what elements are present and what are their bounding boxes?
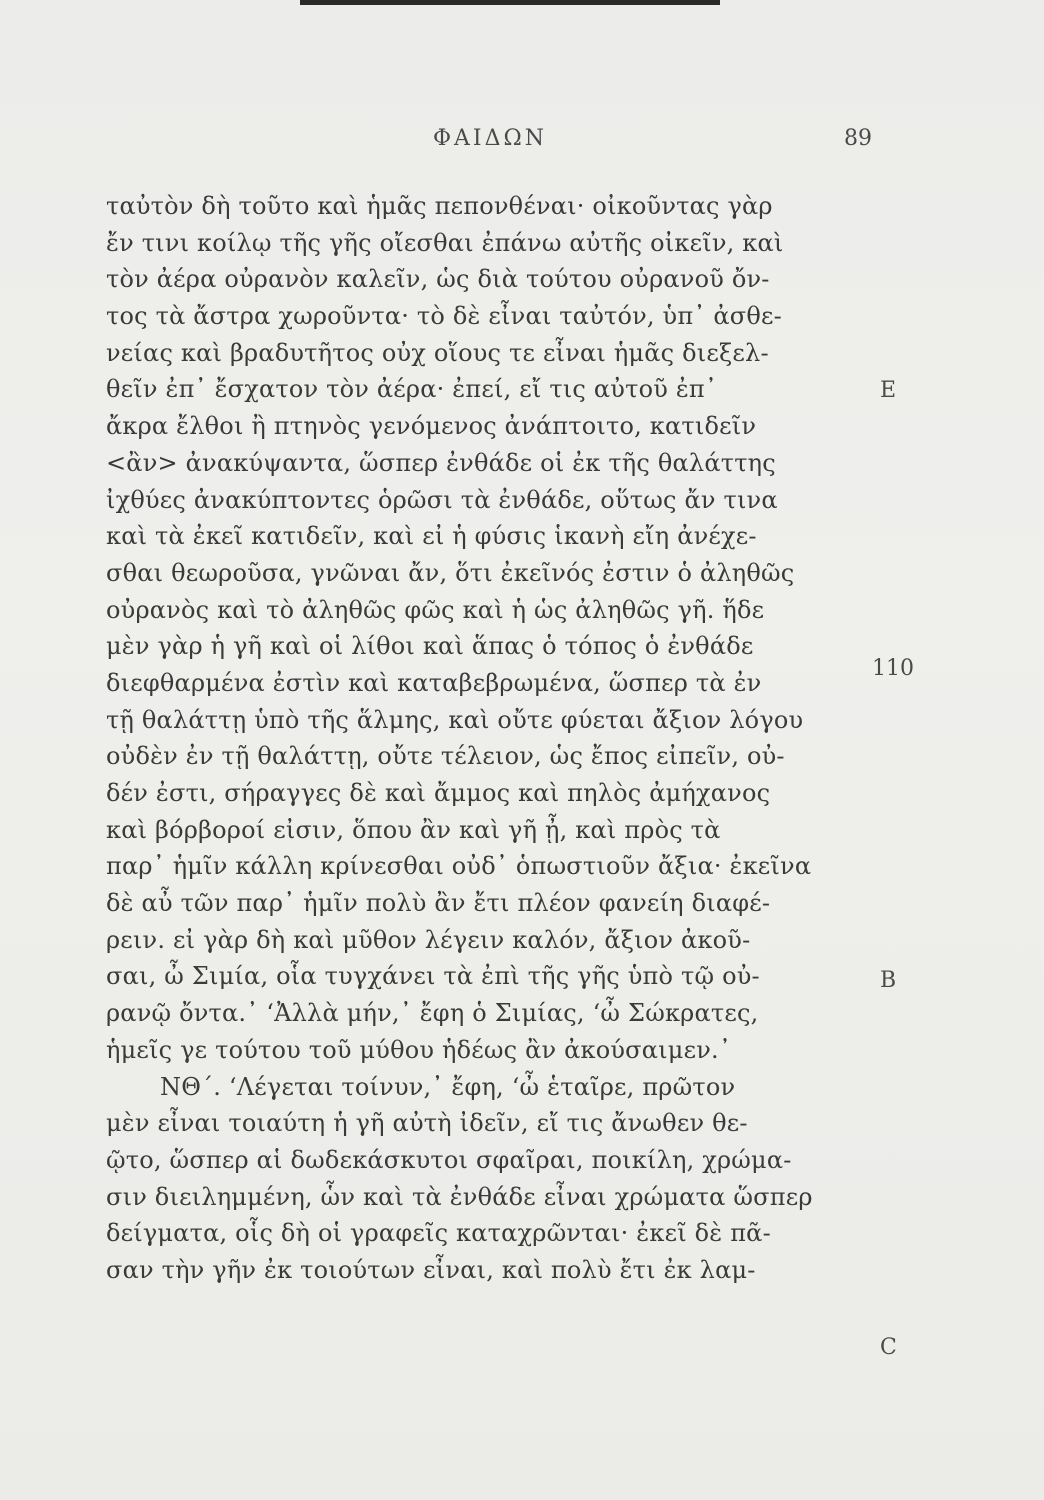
- text-line: τῇ θαλάττῃ ὑπὸ τῆς ἅλμης, καὶ οὔτε φύεται ἄξιον λόγου: [106, 705, 804, 734]
- text-line: <ἂν> ἀνακύψαντα, ὥσπερ ἐνθάδε οἱ ἐκ τῆς θαλάττης: [106, 448, 776, 477]
- running-title: ΦΑΙΔΩΝ: [433, 126, 547, 151]
- text-line: καὶ τὰ ἐκεῖ κατιδεῖν, καὶ εἰ ἡ φύσις ἱκανὴ εἴη ἀνέχε-: [106, 522, 757, 551]
- margin-ref-110: 110: [872, 656, 914, 681]
- margin-ref-e: E: [880, 378, 897, 403]
- text-line: ρειν. εἰ γὰρ δὴ καὶ μῦθον λέγειν καλόν, ἄξιον ἀκοῦ-: [106, 925, 751, 954]
- greek-text-block: [106, 188, 866, 1289]
- text-line: ρανῷ ὄντα.᾽ ‘Ἀλλὰ μήν,᾽ ἔφη ὁ Σιμίας, ‘ὦ Σώκρατες,: [106, 999, 759, 1028]
- text-line: σιν διειλημμένη, ὧν καὶ τὰ ἐνθάδε εἶναι χρώματα ὥσπερ: [106, 1182, 813, 1211]
- text-line: ῷτο, ὥσπερ αἱ δωδεκάσκυτοι σφαῖραι, ποικίλη, χρώμα-: [106, 1145, 792, 1174]
- text-line: διεφθαρμένα ἐστὶν καὶ καταβεβρωμένα, ὥσπερ τὰ ἐν: [106, 668, 762, 697]
- text-line: καὶ βόρβοροί εἰσιν, ὅπου ἂν καὶ γῆ ᾖ, καὶ πρὸς τὰ: [106, 815, 721, 844]
- text-line: σθαι θεωροῦσα, γνῶναι ἄν, ὅτι ἐκεῖνός ἐστιν ὁ ἀληθῶς: [106, 558, 795, 587]
- text-line: νείας καὶ βραδυτῆτος οὐχ οἵους τε εἶναι ἡμᾶς διεξελ-: [106, 338, 769, 367]
- page-top-edge: [300, 0, 720, 5]
- text-line: μὲν γὰρ ἡ γῆ καὶ οἱ λίθοι καὶ ἅπας ὁ τόπος ὁ ἐνθάδε: [106, 632, 754, 661]
- text-line: ἡμεῖς γε τούτου τοῦ μύθου ἡδέως ἂν ἀκούσαιμεν.᾽: [106, 1035, 732, 1064]
- text-line: δέν ἐστι, σήραγγες δὲ καὶ ἄμμος καὶ πηλὸς ἀμήχανος: [106, 779, 771, 807]
- page-header: [0, 126, 1044, 166]
- text-line: οὐρανὸς καὶ τὸ ἀληθῶς φῶς καὶ ἡ ὡς ἀληθῶς γῆ. ἥδε: [106, 595, 765, 624]
- text-line: μὲν εἶναι τοιαύτη ἡ γῆ αὐτὴ ἰδεῖν, εἴ τις ἄνωθεν θε-: [106, 1109, 748, 1138]
- text-line: θεῖν ἐπ᾽ ἔσχατον τὸν ἀέρα· ἐπεί, εἴ τις αὐτοῦ ἐπ᾽: [106, 375, 718, 404]
- text-line: οὐδὲν ἐν τῇ θαλάττῃ, οὔτε τέλειον, ὡς ἔπος εἰπεῖν, οὐ-: [106, 742, 785, 771]
- text-line: σαι, ὦ Σιμία, οἷα τυγχάνει τὰ ἐπὶ τῆς γῆς ὑπὸ τῷ οὐ-: [106, 962, 760, 991]
- text-line: ἰχθύες ἀνακύπτοντες ὁρῶσι τὰ ἐνθάδε, οὕτως ἄν τινα: [106, 485, 778, 514]
- margin-ref-c: C: [880, 1335, 897, 1360]
- text-line: τος τὰ ἄστρα χωροῦντα· τὸ δὲ εἶναι ταὐτόν, ὑπ᾽ ἀσθε-: [106, 302, 782, 331]
- text-line: δείγματα, οἷς δὴ οἱ γραφεῖς καταχρῶνται· ἐκεῖ δὲ πᾶ-: [106, 1219, 771, 1248]
- text-line: τὸν ἀέρα οὐρανὸν καλεῖν, ὡς διὰ τούτου οὐρανοῦ ὄν-: [106, 265, 770, 294]
- margin-ref-b: B: [880, 968, 897, 993]
- text-line: ἄκρα ἔλθοι ἢ πτηνὸς γενόμενος ἀνάπτοιτο, κατιδεῖν: [106, 412, 757, 441]
- text-line: σαν τὴν γῆν ἐκ τοιούτων εἶναι, καὶ πολὺ ἔτι ἐκ λαμ-: [106, 1255, 756, 1284]
- section-start-line: ΝΘ΄. ‘Λέγεται τοίνυν,᾽ ἔφη, ‘ὦ ἑταῖρε, πρῶτον: [160, 1072, 736, 1101]
- text-line: ἔν τινι κοίλῳ τῆς γῆς οἴεσθαι ἐπάνω αὐτῆς οἰκεῖν, καὶ: [106, 228, 784, 257]
- page-number: 89: [844, 126, 872, 151]
- text-line: παρ᾽ ἡμῖν κάλλη κρίνεσθαι οὐδ᾽ ὁπωστιοῦν ἄξια· ἐκεῖνα: [106, 852, 812, 881]
- text-line: ταὐτὸν δὴ τοῦτο καὶ ἡμᾶς πεπονθέναι· οἰκοῦντας γὰρ: [106, 192, 773, 220]
- text-line: δὲ αὖ τῶν παρ᾽ ἡμῖν πολὺ ἂν ἔτι πλέον φανείη διαφέ-: [106, 889, 771, 918]
